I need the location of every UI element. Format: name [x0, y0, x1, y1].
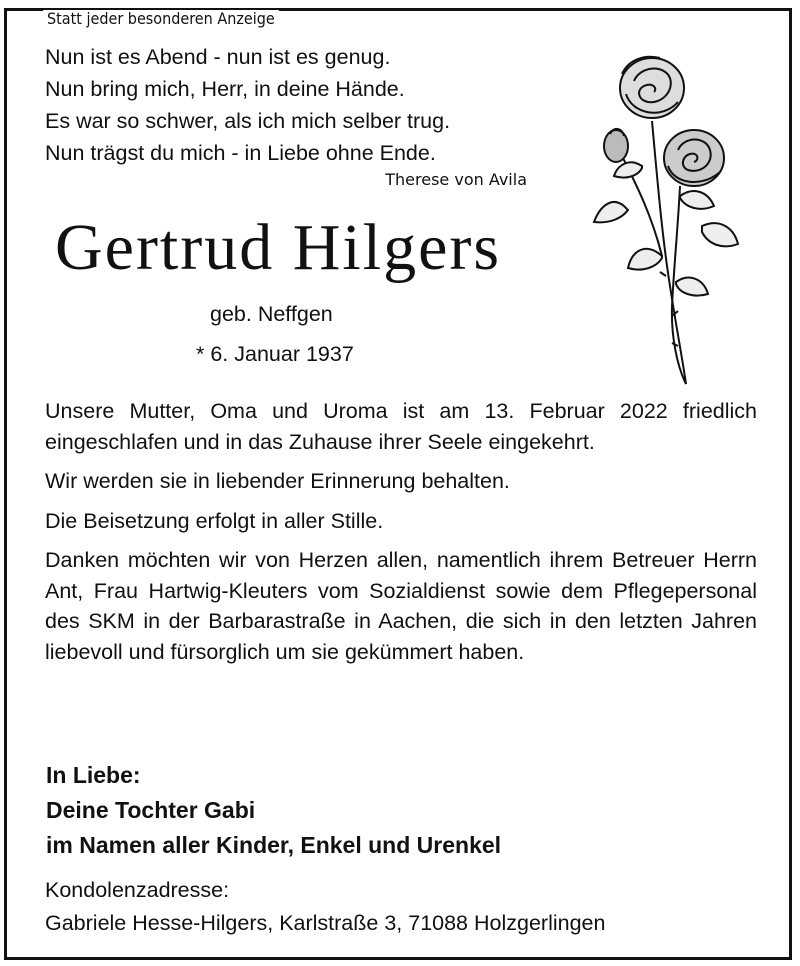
header-label: Statt jeder besonderen Anzeige — [43, 10, 279, 28]
body-paragraph: Unsere Mutter, Oma und Uroma ist am 13. Februar 2022 friedlich eingeschlafen und in das Zuhause ihrer Seele eingekehrt. — [45, 399, 757, 454]
contact-label: Kondolenzadresse: — [45, 878, 230, 902]
poem-author: Therese von Avila — [385, 170, 527, 189]
contact-address: Gabriele Hesse-Hilgers, Karlstraße 3, 71088 Holzgerlingen — [45, 911, 606, 935]
contact — [45, 874, 605, 940]
birth-name: geb. Neffgen — [210, 302, 333, 326]
poem — [45, 41, 450, 169]
announcement-body — [45, 396, 757, 676]
signature-line: im Namen aller Kinder, Enkel und Urenkel — [46, 832, 502, 858]
body-paragraph: Die Beisetzung erfolgt in aller Stille. — [45, 508, 384, 533]
body-paragraph: Wir werden sie in liebender Erinnerung behalten. — [45, 469, 510, 493]
poem-line: Es war so schwer, als ich mich selber trug. — [45, 109, 451, 133]
birth-date: * 6. Januar 1937 — [196, 342, 354, 366]
poem-line: Nun bring mich, Herr, in deine Hände. — [45, 77, 405, 101]
signature-line: In Liebe: — [46, 762, 141, 788]
signature-line: Deine Tochter Gabi — [46, 797, 256, 823]
poem-line: Nun trägst du mich - in Liebe ohne Ende. — [45, 141, 436, 165]
deceased-name: Gertrud Hilgers — [55, 211, 502, 284]
rose-icon — [582, 46, 742, 386]
poem-line: Nun ist es Abend - nun ist es genug. — [45, 45, 391, 69]
signature — [46, 758, 501, 863]
body-paragraph: Danken möchten wir von Herzen allen, namentlich ihrem Betreuer Herrn Ant, Frau Hartwig-Kleuters vom Sozialdienst sowie dem Pflegepersonal des SKM in der Barbarastraße in Aachen, die sich in den letzten Jahren liebevoll und fürsorglich um sie gekümmert haben. — [45, 548, 757, 664]
